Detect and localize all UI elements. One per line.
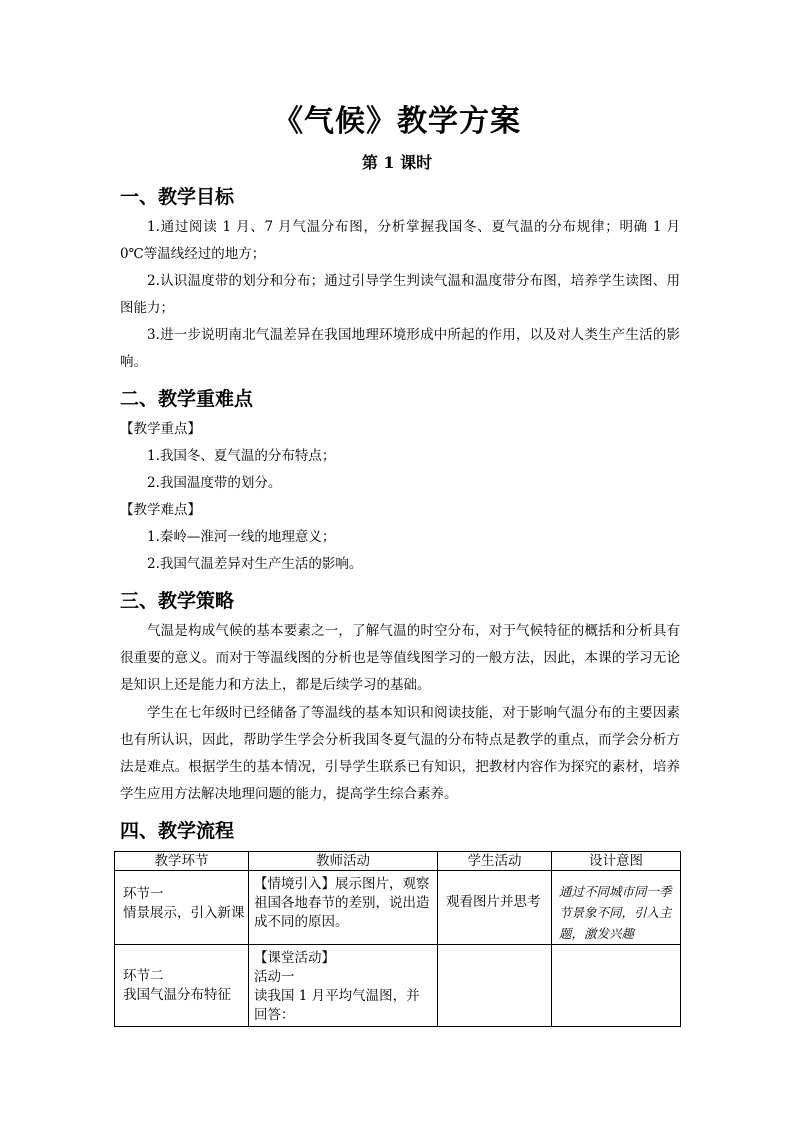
section-heading-strategy: 三、教学策略: [120, 590, 235, 612]
section-heading-process: 四、教学流程: [120, 820, 235, 842]
key-point-2: 2.我国温度带的划分。: [147, 475, 282, 491]
strategy-paragraph-2: 学生在七年级时已经储备了等温线的基本知识和阅读技能，对于影响气温分布的主要因素也有所认识，因此，帮助学生学会分析我国冬夏气温的分布特点是教学的重点，而学会分析方法是难点。根据学生的基本情况，引导学生联系已有知识，把教材内容作为探究的素材，培养学生应用方法解决地理问题的能力，提高学生综合素养。: [120, 705, 680, 802]
stage-title: 我国气温分布特征: [123, 987, 231, 1003]
teacher-activity-label: 【课堂活动】: [254, 950, 335, 966]
difficult-point-2: 2.我国气温差异对生产生活的影响。: [147, 556, 363, 572]
design-intent-cell: [552, 945, 681, 1027]
teacher-activity-text: 读我国 1 月平均气温图，并回答：: [254, 988, 420, 1023]
objective-1: 1.通过阅读 1 月、7 月气温分布图，分析掌握我国冬、夏气温的分布规律；明确 1 月 0℃等温线经过的地方；: [120, 219, 680, 262]
header-teacher-activity: 教师活动: [249, 852, 438, 871]
stage-cell: [115, 871, 249, 945]
stage-title: 情景展示，引入新课: [123, 905, 245, 921]
stage-number: 环节二: [123, 968, 164, 984]
lesson-number: 第 1 课时: [361, 153, 433, 172]
document-title: 《气候》教学方案: [273, 104, 521, 139]
section-heading-objectives: 一、教学目标: [120, 186, 235, 208]
key-point-1: 1.我国冬、夏气温的分布特点；: [147, 448, 336, 464]
table-row: [115, 945, 681, 1027]
student-activity-cell: [438, 945, 552, 1027]
key-points-label: 【教学重点】: [120, 421, 201, 437]
header-stage: 教学环节: [115, 852, 249, 871]
teacher-activity-text: 【情境引入】展示图片，观察祖国各地春节的差别，说出造成不同的原因。: [254, 876, 430, 930]
table-row: [115, 871, 681, 945]
objective-3: 3.进一步说明南北气温差异在我国地理环境形成中所起的作用，以及对人类生产生活的影响。: [120, 327, 680, 370]
student-activity-cell: 观看图片并思考: [438, 871, 552, 945]
difficult-points-label: 【教学难点】: [120, 502, 201, 518]
header-design-intent: 设计意图: [552, 852, 681, 871]
stage-cell: [115, 945, 249, 1027]
teacher-activity-subtitle: 活动一: [254, 969, 295, 985]
stage-number: 环节一: [123, 886, 164, 902]
strategy-paragraph-1: 气温是构成气候的基本要素之一，了解气温的时空分布，对于气候特征的概括和分析具有很重要的意义。而对于等温线图的分析也是等值线图学习的一般方法，因此，本课的学习无论是知识上还是能力和方法上，都是后续学习的基础。: [120, 623, 680, 693]
teacher-activity-cell: [249, 945, 438, 1027]
teacher-activity-cell: [249, 871, 438, 945]
difficult-point-1: 1.秦岭—淮河一线的地理意义；: [147, 529, 336, 545]
objective-2: 2.认识温度带的划分和分布；通过引导学生判读气温和温度带分布图，培养学生读图、用图能力；: [120, 273, 680, 316]
header-student-activity: 学生活动: [438, 852, 552, 871]
table-header-row: [115, 852, 681, 871]
section-heading-key-points: 二、教学重难点: [120, 388, 254, 410]
teaching-process-table: [114, 851, 681, 1027]
design-intent-cell: 通过不同城市同一季节景象不同，引入主题，激发兴趣: [552, 871, 681, 945]
